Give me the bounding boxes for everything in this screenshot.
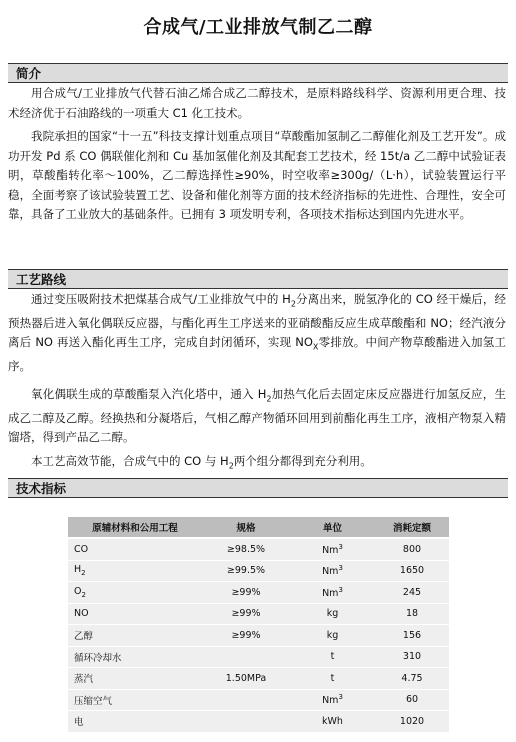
cell-consumption: 310 bbox=[375, 646, 449, 668]
cell-material bbox=[68, 582, 202, 604]
cell-consumption: 1650 bbox=[375, 560, 449, 582]
process-p1-text-c: 零排放。中间产物草酸酯进入加氢工序。 bbox=[8, 335, 506, 374]
section-heading-process: 工艺路线 bbox=[8, 269, 508, 289]
material-subscript: 2 bbox=[81, 590, 86, 599]
process-p2-text-b: 加热气化后去固定床反应器进行加氢反应，生成乙二醇及乙醇。经换热和分凝塔后，气相乙醇产物循环回用到前酯化再生工序，液相产物泵入精馏塔，得到产品乙二醇。 bbox=[8, 387, 506, 445]
spec-table-body bbox=[68, 538, 449, 732]
cell-material bbox=[68, 538, 202, 560]
process-p1-text-b: 分离出来，脱氢净化的 CO 经干燥后，经预热器后进入氧化偶联反应器，与酯化再生工序送来的亚硝酸酯反应生成草酸酯和 NO；经汽液分离后 NO 再送入酯化再生工序，完成自封闭循环，实现 NO bbox=[8, 292, 506, 350]
table-row bbox=[68, 582, 449, 604]
unit-text: Nm bbox=[322, 566, 339, 578]
unit-text: Nm bbox=[322, 695, 339, 707]
unit-superscript: 3 bbox=[338, 693, 343, 702]
col-header-unit: 单位 bbox=[290, 517, 375, 538]
table-row bbox=[68, 646, 449, 668]
table-row bbox=[68, 668, 449, 690]
material-name: 电 bbox=[74, 717, 84, 729]
cell-spec: ≥99% bbox=[202, 603, 290, 625]
process-p2-text-a: 氧化偶联生成的草酸酯泵入汽化塔中，通入 H bbox=[31, 387, 267, 401]
table-row bbox=[68, 625, 449, 647]
cell-unit bbox=[290, 582, 375, 604]
col-header-consumption: 消耗定额 bbox=[375, 517, 449, 538]
unit-text: kWh bbox=[322, 715, 343, 727]
table-row bbox=[68, 689, 449, 711]
cell-consumption: 18 bbox=[375, 603, 449, 625]
material-name: 压缩空气 bbox=[74, 695, 113, 707]
cell-material bbox=[68, 646, 202, 668]
cell-material bbox=[68, 560, 202, 582]
cell-spec: ≥99.5% bbox=[202, 560, 290, 582]
process-p3-subscript: 2 bbox=[228, 461, 234, 471]
process-p1-subscript: 2 bbox=[290, 299, 296, 309]
col-header-material: 原辅材料和公用工程 bbox=[68, 517, 202, 538]
unit-text: kg bbox=[326, 629, 339, 641]
cell-unit bbox=[290, 668, 375, 690]
cell-consumption: 156 bbox=[375, 625, 449, 647]
process-paragraph-2 bbox=[8, 385, 506, 448]
unit-text: Nm bbox=[322, 544, 339, 556]
cell-spec: 1.50MPa bbox=[202, 668, 290, 690]
unit-superscript: 3 bbox=[338, 542, 343, 551]
cell-consumption: 800 bbox=[375, 538, 449, 560]
cell-unit bbox=[290, 625, 375, 647]
material-name: 循环冷却水 bbox=[74, 652, 122, 664]
material-name: CO bbox=[74, 543, 89, 555]
process-p1-text-a: 通过变压吸附技术把煤基合成气/工业排放气中的 H bbox=[31, 292, 291, 306]
material-name: O bbox=[74, 585, 82, 597]
unit-superscript: 3 bbox=[338, 564, 343, 573]
table-row bbox=[68, 560, 449, 582]
process-p1-nox-subscript: X bbox=[312, 342, 319, 352]
cell-spec bbox=[202, 689, 290, 711]
unit-text: t bbox=[330, 651, 335, 663]
process-paragraph-1 bbox=[8, 290, 506, 377]
cell-material bbox=[68, 603, 202, 625]
cell-material bbox=[68, 711, 202, 733]
cell-unit bbox=[290, 560, 375, 582]
process-paragraph-3 bbox=[8, 452, 506, 476]
section-heading-specs: 技术指标 bbox=[8, 478, 508, 498]
material-name: 乙醇 bbox=[74, 631, 94, 643]
unit-superscript: 3 bbox=[338, 585, 343, 594]
cell-unit bbox=[290, 603, 375, 625]
unit-text: Nm bbox=[322, 587, 339, 599]
cell-consumption: 1020 bbox=[375, 711, 449, 733]
intro-paragraph-2: 我院承担的国家“十一五”科技支撑计划重点项目“草酸酯加氢制乙二醇催化剂及工艺开发”。成功开发 Pd 系 CO 偶联催化剂和 Cu 基加氢催化剂及其配套工艺技术，经 15t/a 乙二醇中试验证表明，草酸酯转化率～100%，乙二醇选择性≥90%，时空收率≥300g/（L·h），试验装置运行平稳，全面考察了该试验装置工艺、设备和催化剂等方面的技术经济指标的先进性、合理性，安全可靠，具备了工业放大的基础条件。已拥有 3 项发明专利，各项技术指标达到国内先进水平。 bbox=[8, 129, 506, 221]
cell-consumption: 245 bbox=[375, 582, 449, 604]
cell-unit bbox=[290, 646, 375, 668]
cell-spec bbox=[202, 711, 290, 733]
cell-material bbox=[68, 668, 202, 690]
material-name: NO bbox=[74, 608, 89, 620]
cell-consumption: 60 bbox=[375, 689, 449, 711]
process-p3-text-b: 两个组分都得到充分利用。 bbox=[233, 454, 372, 468]
cell-unit bbox=[290, 689, 375, 711]
cell-spec: ≥99% bbox=[202, 582, 290, 604]
cell-material bbox=[68, 625, 202, 647]
section-heading-intro: 简介 bbox=[8, 63, 508, 83]
unit-text: kg bbox=[326, 608, 339, 620]
cell-spec bbox=[202, 646, 290, 668]
col-header-spec: 规格 bbox=[202, 517, 290, 538]
material-name: 蒸汽 bbox=[74, 674, 94, 686]
cell-consumption: 4.75 bbox=[375, 668, 449, 690]
intro-paragraph-1: 用合成气/工业排放气代替石油乙烯合成乙二醇技术，是原料路线科学、资源利用更合理、技术经济优于石油路线的一项重大 C1 化工技术。 bbox=[8, 86, 506, 120]
process-p3-text-a: 本工艺高效节能，合成气中的 CO 与 H bbox=[31, 454, 229, 468]
spec-table bbox=[68, 517, 449, 733]
page-title: 合成气/工业排放气制乙二醇 bbox=[143, 17, 373, 38]
cell-unit bbox=[290, 538, 375, 560]
process-p2-subscript: 2 bbox=[266, 394, 272, 404]
unit-text: t bbox=[330, 672, 335, 684]
material-name: H bbox=[74, 564, 82, 576]
cell-spec: ≥98.5% bbox=[202, 538, 290, 560]
table-row bbox=[68, 603, 449, 625]
material-subscript: 2 bbox=[81, 569, 86, 578]
cell-material bbox=[68, 689, 202, 711]
spec-table-header-row bbox=[68, 517, 449, 538]
table-row bbox=[68, 538, 449, 560]
table-row bbox=[68, 711, 449, 733]
cell-unit bbox=[290, 711, 375, 733]
cell-spec: ≥99% bbox=[202, 625, 290, 647]
